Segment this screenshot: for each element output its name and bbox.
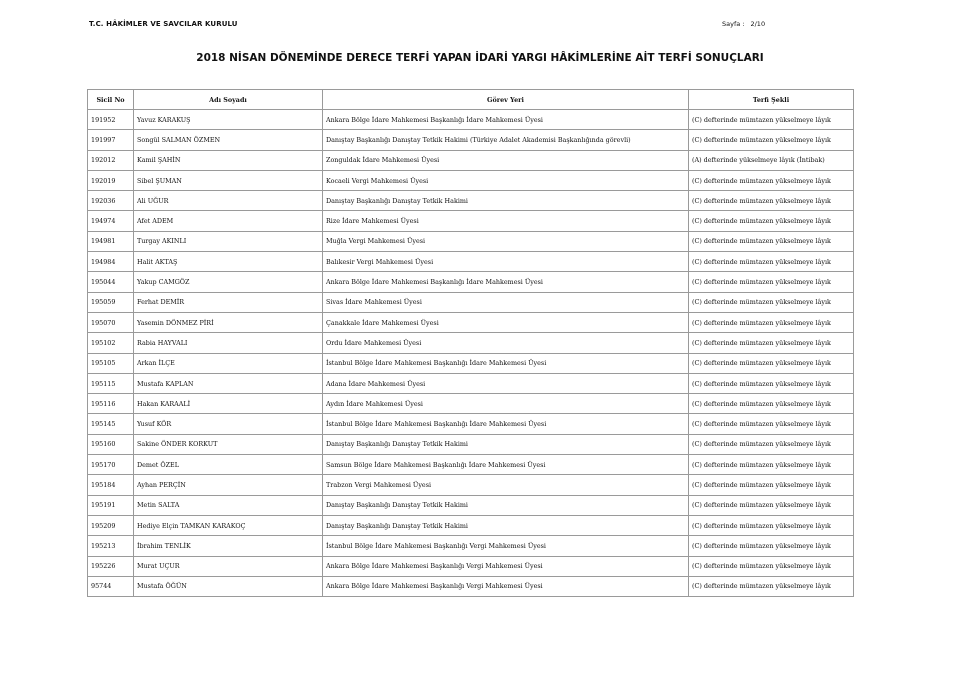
- cell-full-name: Halit AKTAŞ: [134, 252, 323, 272]
- table-row: [88, 312, 854, 332]
- cell-full-name: Mustafa ÖĞÜN: [134, 576, 323, 596]
- table-row: [88, 373, 854, 393]
- cell-promotion-type: (C) defterinde mümtazen yükselmeye lâyık: [689, 495, 854, 515]
- cell-registry-no: 191997: [88, 130, 134, 150]
- table-row: [88, 333, 854, 353]
- cell-duty-location: Ankara Bölge İdare Mahkemesi Başkanlığı Vergi Mahkemesi Üyesi: [323, 556, 689, 576]
- cell-full-name: Ferhat DEMİR: [134, 292, 323, 312]
- cell-promotion-type: (C) defterinde mümtazen yükselmeye lâyık: [689, 455, 854, 475]
- table-row: [88, 515, 854, 535]
- table-row: [88, 170, 854, 190]
- table-row: [88, 495, 854, 515]
- cell-promotion-type: (C) defterinde mümtazen yükselmeye lâyık: [689, 434, 854, 454]
- cell-full-name: Murat UÇUR: [134, 556, 323, 576]
- cell-registry-no: 191952: [88, 110, 134, 130]
- cell-full-name: Hakan KARAALİ: [134, 394, 323, 414]
- cell-registry-no: 194981: [88, 231, 134, 251]
- table-row: [88, 455, 854, 475]
- cell-duty-location: Danıştay Başkanlığı Danıştay Tetkik Hakimi: [323, 191, 689, 211]
- page-indicator: [722, 20, 765, 28]
- table-row: [88, 231, 854, 251]
- cell-duty-location: Sivas İdare Mahkemesi Üyesi: [323, 292, 689, 312]
- cell-registry-no: 195160: [88, 434, 134, 454]
- cell-registry-no: 195213: [88, 536, 134, 556]
- cell-promotion-type: (C) defterinde mümtazen yükselmeye lâyık: [689, 252, 854, 272]
- cell-registry-no: 192012: [88, 150, 134, 170]
- cell-full-name: Ali UĞUR: [134, 191, 323, 211]
- cell-registry-no: 195102: [88, 333, 134, 353]
- cell-registry-no: 195226: [88, 556, 134, 576]
- table-row: [88, 556, 854, 576]
- cell-promotion-type: (C) defterinde mümtazen yükselmeye lâyık: [689, 475, 854, 495]
- cell-promotion-type: (C) defterinde mümtazen yükselmeye lâyık: [689, 515, 854, 535]
- table-row: [88, 130, 854, 150]
- column-header-promotion-type: Terfi Şekli: [689, 90, 854, 110]
- cell-promotion-type: (C) defterinde mümtazen yükselmeye lâyık: [689, 231, 854, 251]
- cell-registry-no: 95744: [88, 576, 134, 596]
- cell-duty-location: Rize İdare Mahkemesi Üyesi: [323, 211, 689, 231]
- column-header-full-name: Adı Soyadı: [134, 90, 323, 110]
- table-row: [88, 292, 854, 312]
- cell-duty-location: Adana İdare Mahkemesi Üyesi: [323, 373, 689, 393]
- cell-promotion-type: (C) defterinde mümtazen yükselmeye lâyık: [689, 170, 854, 190]
- table-row: [88, 150, 854, 170]
- table-row: [88, 252, 854, 272]
- cell-duty-location: Çanakkale İdare Mahkemesi Üyesi: [323, 312, 689, 332]
- cell-promotion-type: (C) defterinde mümtazen yükselmeye lâyık: [689, 292, 854, 312]
- cell-registry-no: 195044: [88, 272, 134, 292]
- cell-registry-no: 195170: [88, 455, 134, 475]
- organization-header: T.C. HÂKİMLER VE SAVCILAR KURULU: [89, 20, 238, 28]
- cell-duty-location: Aydın İdare Mahkemesi Üyesi: [323, 394, 689, 414]
- cell-full-name: İbrahim TENLİK: [134, 536, 323, 556]
- cell-promotion-type: (A) defterinde yükselmeye lâyık (İntibak): [689, 150, 854, 170]
- cell-promotion-type: (C) defterinde mümtazen yükselmeye lâyık: [689, 272, 854, 292]
- cell-promotion-type: (C) defterinde mümtazen yükselmeye lâyık: [689, 130, 854, 150]
- cell-promotion-type: (C) defterinde mümtazen yükselmeye lâyık: [689, 312, 854, 332]
- cell-registry-no: 192019: [88, 170, 134, 190]
- cell-promotion-type: (C) defterinde mümtazen yükselmeye lâyık: [689, 353, 854, 373]
- table-row: [88, 414, 854, 434]
- cell-duty-location: Trabzon Vergi Mahkemesi Üyesi: [323, 475, 689, 495]
- table-row: [88, 434, 854, 454]
- table-row: [88, 272, 854, 292]
- cell-duty-location: Kocaeli Vergi Mahkemesi Üyesi: [323, 170, 689, 190]
- cell-duty-location: Ankara Bölge İdare Mahkemesi Başkanlığı Vergi Mahkemesi Üyesi: [323, 576, 689, 596]
- cell-duty-location: Ankara Bölge İdare Mahkemesi Başkanlığı İdare Mahkemesi Üyesi: [323, 272, 689, 292]
- cell-promotion-type: (C) defterinde mümtazen yükselmeye lâyık: [689, 536, 854, 556]
- cell-full-name: Rabia HAYVALI: [134, 333, 323, 353]
- cell-full-name: Yakup CAMGÖZ: [134, 272, 323, 292]
- cell-registry-no: 195116: [88, 394, 134, 414]
- table-row: [88, 394, 854, 414]
- cell-full-name: Hediye Elçin TAMKAN KARAKOÇ: [134, 515, 323, 535]
- cell-full-name: Yasemin DÖNMEZ PİRİ: [134, 312, 323, 332]
- cell-duty-location: İstanbul Bölge İdare Mahkemesi Başkanlığı Vergi Mahkemesi Üyesi: [323, 536, 689, 556]
- cell-registry-no: 194984: [88, 252, 134, 272]
- cell-promotion-type: (C) defterinde mümtazen yükselmeye lâyık: [689, 333, 854, 353]
- table-row: [88, 536, 854, 556]
- cell-registry-no: 195105: [88, 353, 134, 373]
- table-row: [88, 576, 854, 596]
- page-number: 2/10: [750, 20, 766, 28]
- cell-full-name: Sibel ŞUMAN: [134, 170, 323, 190]
- cell-duty-location: Danıştay Başkanlığı Danıştay Tetkik Hakimi: [323, 495, 689, 515]
- cell-registry-no: 195070: [88, 312, 134, 332]
- cell-full-name: Turgay AKINLI: [134, 231, 323, 251]
- cell-full-name: Ayhan PERÇİN: [134, 475, 323, 495]
- cell-full-name: Demet ÖZEL: [134, 455, 323, 475]
- table-row: [88, 353, 854, 373]
- cell-promotion-type: (C) defterinde mümtazen yükselmeye lâyık: [689, 414, 854, 434]
- cell-registry-no: 195184: [88, 475, 134, 495]
- promotion-results-table: [87, 89, 854, 597]
- cell-full-name: Sakine ÖNDER KORKUT: [134, 434, 323, 454]
- cell-duty-location: Danıştay Başkanlığı Danıştay Tetkik Hakimi: [323, 434, 689, 454]
- cell-promotion-type: (C) defterinde mümtazen yükselmeye lâyık: [689, 394, 854, 414]
- cell-full-name: Yusuf KÖR: [134, 414, 323, 434]
- table-row: [88, 211, 854, 231]
- cell-promotion-type: (C) defterinde mümtazen yükselmeye lâyık: [689, 191, 854, 211]
- cell-promotion-type: (C) defterinde mümtazen yükselmeye lâyık: [689, 110, 854, 130]
- cell-duty-location: Danıştay Başkanlığı Danıştay Tetkik Hakimi: [323, 515, 689, 535]
- column-header-registry-no: Sicil No: [88, 90, 134, 110]
- cell-duty-location: Danıştay Başkanlığı Danıştay Tetkik Hakimi (Türkiye Adalet Akademisi Başkanlığında görevli): [323, 130, 689, 150]
- table-row: [88, 475, 854, 495]
- cell-duty-location: Ordu İdare Mahkemesi Üyesi: [323, 333, 689, 353]
- cell-registry-no: 195115: [88, 373, 134, 393]
- document-title: 2018 NİSAN DÖNEMİNDE DERECE TERFİ YAPAN İDARİ YARGI HÂKİMLERİNE AİT TERFİ SONUÇLARI: [196, 52, 764, 64]
- page-label: Sayfa :: [722, 20, 745, 28]
- cell-full-name: Kamil ŞAHİN: [134, 150, 323, 170]
- cell-duty-location: Muğla Vergi Mahkemesi Üyesi: [323, 231, 689, 251]
- cell-duty-location: İstanbul Bölge İdare Mahkemesi Başkanlığı İdare Mahkemesi Üyesi: [323, 414, 689, 434]
- cell-duty-location: Zonguldak İdare Mahkemesi Üyesi: [323, 150, 689, 170]
- cell-full-name: Songül SALMAN ÖZMEN: [134, 130, 323, 150]
- cell-registry-no: 194974: [88, 211, 134, 231]
- cell-registry-no: 195209: [88, 515, 134, 535]
- cell-registry-no: 195191: [88, 495, 134, 515]
- cell-promotion-type: (C) defterinde mümtazen yükselmeye lâyık: [689, 211, 854, 231]
- table-row: [88, 191, 854, 211]
- cell-full-name: Yavuz KARAKUŞ: [134, 110, 323, 130]
- table-header-row: [88, 90, 854, 110]
- cell-registry-no: 192036: [88, 191, 134, 211]
- cell-registry-no: 195145: [88, 414, 134, 434]
- cell-promotion-type: (C) defterinde mümtazen yükselmeye lâyık: [689, 556, 854, 576]
- cell-full-name: Mustafa KAPLAN: [134, 373, 323, 393]
- cell-full-name: Afet ADEM: [134, 211, 323, 231]
- cell-registry-no: 195059: [88, 292, 134, 312]
- cell-promotion-type: (C) defterinde mümtazen yükselmeye lâyık: [689, 576, 854, 596]
- cell-duty-location: Balıkesir Vergi Mahkemesi Üyesi: [323, 252, 689, 272]
- cell-duty-location: İstanbul Bölge İdare Mahkemesi Başkanlığı İdare Mahkemesi Üyesi: [323, 353, 689, 373]
- cell-full-name: Metin SALTA: [134, 495, 323, 515]
- cell-duty-location: Ankara Bölge İdare Mahkemesi Başkanlığı İdare Mahkemesi Üyesi: [323, 110, 689, 130]
- table-row: [88, 110, 854, 130]
- column-header-duty-location: Görev Yeri: [323, 90, 689, 110]
- cell-full-name: Arkan İLÇE: [134, 353, 323, 373]
- cell-promotion-type: (C) defterinde mümtazen yükselmeye lâyık: [689, 373, 854, 393]
- cell-duty-location: Samsun Bölge İdare Mahkemesi Başkanlığı İdare Mahkemesi Üyesi: [323, 455, 689, 475]
